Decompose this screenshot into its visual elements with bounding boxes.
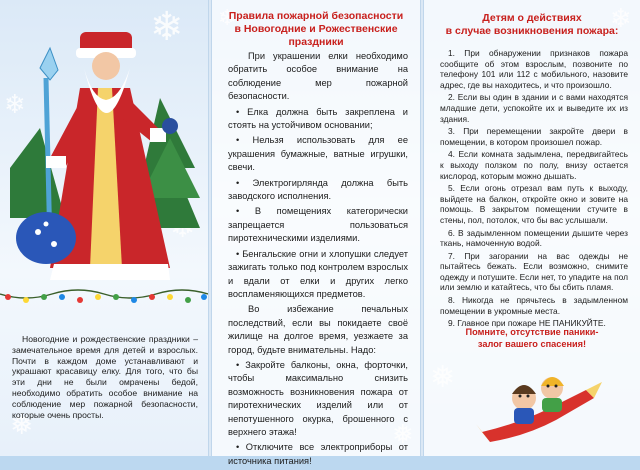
middle-title-line2: в Новогодние и Рожественские праздники	[234, 23, 398, 48]
slogan	[424, 326, 640, 350]
rules-text	[228, 50, 408, 470]
snowflake-icon: ❄	[150, 4, 184, 50]
rule-paragraph: • Электрогирлянда должна быть заводского исполнения.	[228, 177, 408, 202]
slogan-line2: залог вашего спасения!	[477, 339, 587, 349]
snowflake-icon: ❅	[10, 408, 34, 441]
garland-lights	[0, 288, 208, 308]
rule-paragraph: При украшении елки необходимо обратить особое внимание на соблюдение мер пожарной безопасности.	[228, 51, 408, 102]
rule-paragraph: Во избежание печальных последствий, если вы покидаете своё жилище на долгое время, уезжаете за город, будьте внимательны. Надо:	[228, 304, 408, 355]
snowflake-icon: ❄	[218, 6, 237, 31]
rule-paragraph: • В помещениях категорически запрещается пользоваться пиротехническими изделиями.	[228, 206, 408, 244]
intro-paragraph: Новогодние и рождественские праздники – замечательное время для детей и взрослых. Почти в каждом доме устанавливают и украшают красавицу елку. Для того, что бы эти дни не были омрачены бедой, необходимо обратить особое внимание на соблюдение мер пожарной безопасности, которые очень просты.	[12, 334, 198, 420]
action-item: 5. Если огонь отрезал вам путь к выходу, выйдете на балкон, откройте окно и зовите на помощь. В закрытом помещении стучите в стены, пол, потолок, что бы вас услышали.	[440, 183, 628, 225]
action-item: 7. При загорании на вас одежды не пытайтесь бежать. Если возможно, снимите одежду и потушите. Если нет, то упадите на пол или землю и катайтесь, что бы сбить пламя.	[440, 250, 628, 293]
right-title-line1: Детям о действиях	[482, 12, 582, 24]
right-title-line2: в случае возникновения пожара:	[445, 25, 619, 37]
snowflake-icon: ❄	[4, 90, 26, 120]
actions-text	[440, 48, 628, 331]
slogan-line1: Помните, отсутствие паники-	[465, 327, 599, 337]
action-item: 2. Если вы один в здании и с вами находятся младшие дети, успокойте их и выведите их из здания.	[440, 92, 628, 124]
action-item: 9. Главное при пожаре НЕ ПАНИКУЙТЕ.	[448, 318, 606, 329]
kids-on-rocket	[476, 354, 606, 444]
middle-title	[212, 10, 420, 49]
snowflake-icon: ❄	[610, 4, 632, 34]
middle-title-line1: Правила пожарной безопасности	[228, 10, 404, 22]
action-item: 1. При обнаружении признаков пожара сообщите об этом взрослым, позвоните по телефону 101 или 112 с мобильного, назовите адрес, где вы находитесь, и что произошло.	[440, 48, 628, 90]
action-item: 8. Никогда не прячьтесь в задымленном помещении в укромные места.	[440, 295, 628, 316]
rule-paragraph: • Закройте балконы, окна, форточки, чтобы максимально снизить возможность возникновения пожара от пиротехнических изделий или от непотушенного окурка, брошенного с верхнего этажа!	[228, 359, 408, 437]
rule-paragraph: • Нельзя использовать для ее украшения бумажные, ватные игрушки, свечи.	[228, 135, 408, 173]
snowflake-icon: ❅	[430, 360, 456, 395]
rule-paragraph: • Отключите все электроприборы от источника питания!	[228, 442, 408, 466]
snowflake-icon: ❅	[392, 420, 414, 450]
middle-panel	[212, 0, 420, 466]
action-item: 3. При перемещении закройте двери в помещении, в котором произошел пожар.	[440, 126, 628, 147]
rule-paragraph: • Елка должна быть закреплена и стоять на устойчивом основании;	[228, 106, 408, 131]
rule-paragraph: • Бенгальские огни и хлопушки следует зажигать только под контролем взрослых и вдали от елки и других легко воспламеняющихся предметов.	[228, 248, 408, 299]
right-title	[424, 12, 640, 38]
santa-illustration	[10, 18, 200, 288]
intro-text	[12, 334, 198, 420]
action-item: 4. Если комната задымлена, передвигайтесь к выходу ползком по полу, внизу остается кислород, которым можно дышать.	[440, 149, 628, 181]
left-panel	[0, 0, 208, 456]
action-item: 6. В задымленном помещении дышите через ткань, намоченную водой.	[440, 227, 628, 249]
